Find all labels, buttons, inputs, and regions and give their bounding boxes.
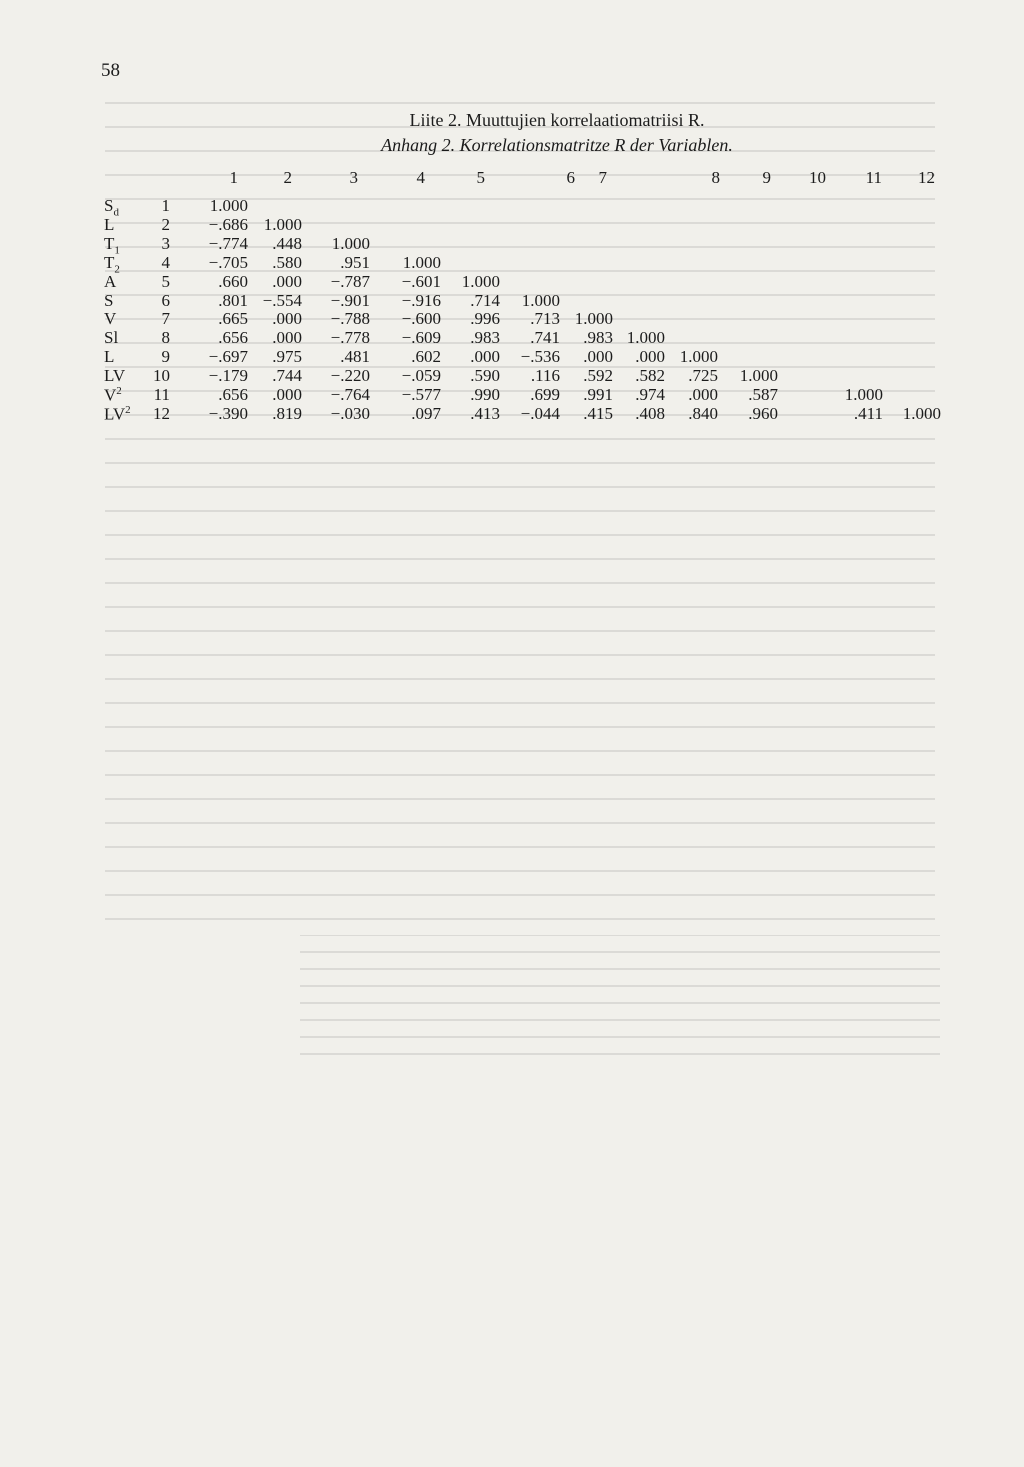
matrix-cell: 1.000: [902, 403, 941, 423]
matrix-cell: .725: [688, 366, 718, 386]
matrix-cell: −.788: [330, 309, 370, 329]
row-symbol-superscript: 2: [125, 403, 131, 416]
row-index: 6: [161, 290, 170, 310]
matrix-cell: 1.000: [461, 271, 500, 291]
row-index: 1: [161, 196, 170, 215]
matrix-cell: −.609: [401, 328, 441, 348]
column-header-7: 7: [598, 168, 607, 187]
matrix-cell: −.901: [330, 290, 370, 310]
matrix-cell: −.179: [208, 366, 248, 386]
matrix-cell: .741: [530, 328, 560, 348]
matrix-cell: −.220: [330, 366, 370, 386]
matrix-cell: .590: [470, 366, 500, 386]
matrix-cell: .000: [470, 347, 500, 367]
row-symbol: L: [104, 214, 115, 234]
row-symbol-subscript: d: [113, 206, 119, 219]
row-index: 12: [153, 403, 170, 423]
row-symbol: LV: [104, 366, 126, 386]
row-symbol: V: [104, 385, 117, 405]
column-header-8: 8: [711, 168, 720, 187]
matrix-cell: 1.000: [844, 385, 883, 404]
matrix-cell: .000: [272, 328, 302, 348]
column-header-1: 1: [229, 168, 238, 187]
page-number: 58: [101, 60, 120, 81]
matrix-cell: .960: [748, 403, 778, 423]
matrix-cell: .481: [340, 347, 370, 367]
matrix-cell: .665: [218, 309, 248, 329]
matrix-cell: .801: [218, 290, 248, 310]
matrix-cell: −.601: [401, 271, 441, 291]
table-title-finnish: Liite 2. Muuttujien korrelaatiomatriisi R.: [409, 110, 705, 130]
row-label: [104, 366, 125, 386]
matrix-cell: .116: [530, 366, 560, 386]
matrix-cell: .990: [470, 385, 500, 404]
matrix-cell: −.059: [401, 366, 441, 386]
matrix-cell: .975: [272, 347, 302, 367]
matrix-cell: −.030: [330, 403, 370, 423]
matrix-cell: .000: [635, 347, 665, 367]
matrix-cell: .592: [583, 366, 613, 386]
matrix-cell: −.764: [330, 385, 370, 404]
matrix-cell: −.577: [401, 385, 441, 404]
matrix-cell: .000: [272, 271, 302, 291]
matrix-cell: .974: [635, 385, 665, 404]
matrix-cell: 1.000: [209, 196, 248, 215]
matrix-cell: .660: [218, 271, 248, 291]
matrix-cell: −.536: [520, 347, 560, 367]
matrix-cell: .983: [470, 328, 500, 348]
matrix-cell: .408: [635, 403, 665, 423]
matrix-cell: .580: [272, 252, 302, 272]
matrix-cell: 1.000: [521, 290, 560, 310]
row-index: 10: [153, 366, 170, 386]
column-header-10: 10: [809, 168, 826, 187]
row-symbol: T: [104, 233, 115, 253]
matrix-cell: .713: [530, 309, 560, 329]
row-label: [104, 291, 113, 311]
matrix-cell: −.916: [401, 290, 441, 310]
matrix-cell: −.787: [330, 271, 370, 291]
matrix-cell: −.774: [208, 233, 248, 253]
matrix-cell: .699: [530, 385, 560, 404]
matrix-cell: .413: [470, 403, 500, 423]
matrix-cell: −.600: [401, 309, 441, 329]
row-symbol: A: [104, 271, 117, 291]
matrix-cell: .000: [272, 309, 302, 329]
matrix-cell: 1.000: [739, 366, 778, 386]
matrix-cell: .448: [272, 233, 302, 253]
matrix-cell: .951: [340, 252, 370, 272]
matrix-cell: .000: [583, 347, 613, 367]
column-header-5: 5: [476, 168, 485, 187]
matrix-cell: .991: [583, 385, 613, 404]
matrix-cell: .656: [218, 328, 248, 348]
row-label: [104, 347, 114, 367]
row-index: 4: [161, 252, 170, 272]
row-symbol-subscript: 1: [114, 244, 120, 257]
matrix-cell: .983: [583, 328, 613, 348]
column-header-2: 2: [283, 168, 292, 187]
row-index: 9: [161, 347, 170, 367]
row-index: 3: [161, 233, 170, 253]
matrix-cell: .582: [635, 366, 665, 386]
matrix-cell: −.044: [520, 403, 560, 423]
column-header-12: 12: [918, 168, 935, 187]
matrix-cell: −.697: [208, 347, 248, 367]
matrix-cell: .097: [411, 403, 441, 423]
column-header-6: 6: [566, 168, 575, 187]
matrix-cell: .411: [853, 403, 883, 423]
row-index: 5: [161, 271, 170, 291]
row-symbol: V: [104, 309, 117, 329]
matrix-cell: .840: [688, 403, 718, 423]
table-title-german: Anhang 2. Korrelationsmatritze R der Variablen.: [381, 135, 733, 155]
row-label: [104, 328, 118, 348]
matrix-cell: .656: [218, 385, 248, 404]
matrix-cell: 1.000: [626, 328, 665, 348]
matrix-cell: .819: [272, 403, 302, 423]
matrix-cell: .602: [411, 347, 441, 367]
matrix-cell: 1.000: [331, 233, 370, 253]
row-symbol-subscript: 2: [114, 263, 120, 276]
matrix-cell: −.554: [262, 290, 302, 310]
row-symbol: LV: [104, 404, 126, 424]
row-label: [104, 404, 131, 425]
row-symbol-superscript: 2: [116, 385, 122, 397]
matrix-cell: .000: [688, 385, 718, 404]
matrix-cell: .714: [470, 290, 500, 310]
matrix-cell: .000: [272, 385, 302, 404]
matrix-cell: −.686: [208, 214, 248, 234]
row-index: 7: [161, 309, 170, 329]
matrix-cell: 1.000: [402, 252, 441, 272]
column-header-11: 11: [865, 168, 882, 187]
row-label: [104, 215, 114, 235]
matrix-cell: 1.000: [574, 309, 613, 329]
row-symbol: T: [104, 252, 115, 272]
matrix-cell: .996: [470, 309, 500, 329]
row-symbol: S: [104, 290, 114, 310]
matrix-cell: .744: [272, 366, 302, 386]
matrix-cell: −.778: [330, 328, 370, 348]
column-header-3: 3: [349, 168, 358, 187]
matrix-cell: .587: [748, 385, 778, 404]
row-symbol: Sl: [104, 328, 119, 348]
row-index: 8: [161, 328, 170, 348]
row-symbol: L: [104, 347, 115, 367]
matrix-cell: −.705: [208, 252, 248, 272]
matrix-cell: 1.000: [679, 347, 718, 367]
column-header-4: 4: [416, 168, 425, 187]
row-index: 11: [153, 385, 170, 404]
matrix-cell: .415: [583, 403, 613, 423]
row-symbol: S: [104, 196, 114, 215]
row-label: [104, 272, 116, 292]
column-header-9: 9: [762, 168, 771, 187]
matrix-cell: −.390: [208, 403, 248, 423]
matrix-cell: 1.000: [263, 214, 302, 234]
row-label: [104, 309, 116, 329]
row-index: 2: [161, 214, 170, 234]
row-label: [104, 385, 122, 406]
